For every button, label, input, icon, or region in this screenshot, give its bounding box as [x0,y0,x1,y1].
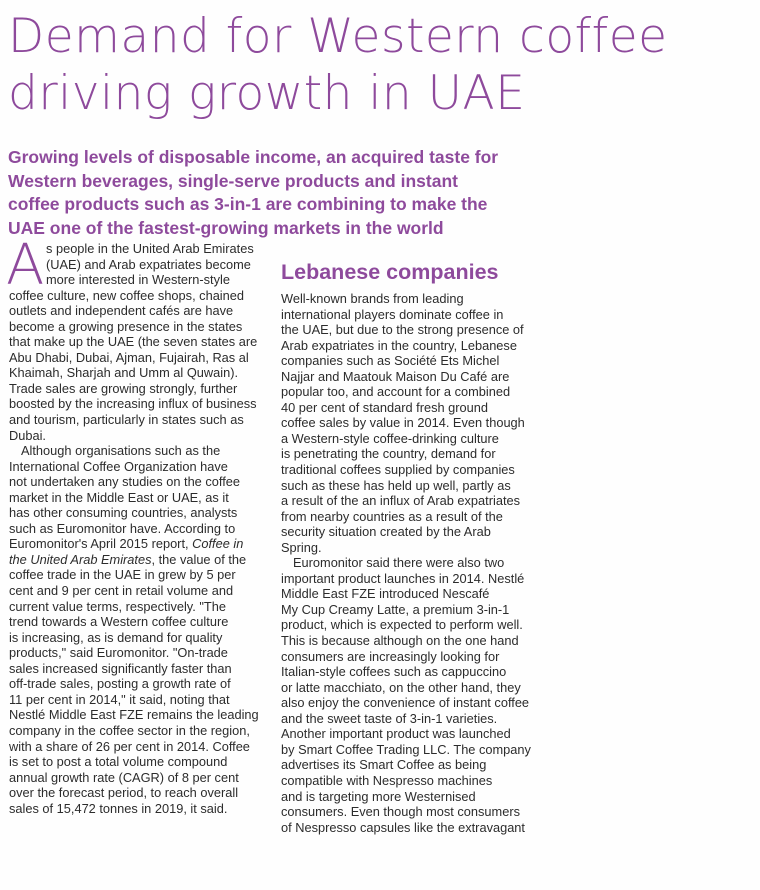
text-segment: Euromonitor's April 2015 report, [9,536,193,552]
headline-line: driving growth in UAE [8,66,526,121]
text-line: annual growth rate (CAGR) of 8 per cent [9,769,239,785]
headline-line: Demand for Western coffee [8,9,668,64]
text-line: from nearby countries as a result of the [281,508,503,524]
text-line: International Coffee Organization have [9,458,228,474]
text-line: Well-known brands from leading [281,291,464,306]
text-segment: , the value of the [151,551,247,567]
text-line: consumers are increasingly looking for [281,648,500,664]
text-line: 11 per cent in 2014," it said, noting that [9,691,230,707]
text-line [9,536,271,552]
text-line: s people in the United Arab Emirates [46,241,254,256]
text-line: This is because although on the one hand [281,633,519,649]
text-line: traditional coffees supplied by companies [281,462,515,478]
text-line: or latte macchiato, on the other hand, they [281,679,521,695]
text-line: Italian-style coffees such as cappuccino [281,664,507,680]
text-line: boosted by the increasing influx of business [9,396,257,412]
text-line: important product launches in 2014. Nestlé [281,570,525,586]
text-line: Spring. [281,539,322,555]
text-line: a Western-style coffee-drinking culture [281,430,499,446]
text-line: coffee sales by value in 2014. Even though [281,415,525,431]
text-line: 40 per cent of standard fresh ground [281,399,489,415]
text-line: not undertaken any studies on the coffee [9,474,240,490]
text-line: popular too, and account for a combined [281,384,511,400]
text-line: consumers. Even though most consumers [281,804,520,820]
article-column-left [9,241,271,816]
report-title-italic: Coffee in [192,536,244,552]
text-line: company in the coffee sector in the region, [9,722,250,738]
text-line: become a growing presence in the states [9,318,243,334]
text-line: by Smart Coffee Trading LLC. The company [281,741,531,757]
text-line: Khaimah, Sharjah and Umm al Quwain). [9,365,239,381]
text-line: Euromonitor said there were also two [293,555,505,571]
text-line: Dubai. [9,427,46,443]
text-line: Another important product was launched [281,726,511,742]
text-line: product, which is expected to perform well. [281,617,523,633]
text-line: Trade sales are growing strongly, further [9,380,238,396]
text-line: cent and 9 per cent in retail volume and [9,583,234,599]
headline [8,8,758,122]
text-line: products," said Euromonitor. "On-trade [9,645,228,661]
text-line: off-trade sales, posting a growth rate of [9,676,231,692]
text-line: My Cup Creamy Latte, a premium 3-in-1 [281,601,510,617]
text-line: of Nespresso capsules like the extravagant [281,819,525,835]
text-line: is increasing, as is demand for quality [9,629,223,645]
text-line: more interested in Western-style [46,272,230,288]
text-line: sales increased significantly faster than [9,660,232,676]
text-line: outlets and independent cafés are have [9,303,234,319]
text-line: and tourism, particularly in states such as [9,412,244,428]
report-title-italic: the United Arab Emirates [9,551,152,567]
text-line: over the forecast period, to reach overall [9,785,239,801]
drop-cap: A [6,233,45,298]
text-line: such as Euromonitor have. According to [9,520,236,536]
text-line: Arab expatriates in the country, Lebanese [281,337,517,353]
text-line [9,552,271,568]
standfirst-line: Western beverages, single-serve products and instant [8,170,458,191]
text-line: coffee trade in the UAE in grew by 5 per [9,567,236,583]
text-line: has other consuming countries, analysts [9,505,238,521]
text-line: market in the Middle East or UAE, as it [9,489,229,505]
text-line: sales of 15,472 tonnes in 2019, it said. [9,800,228,816]
text-line: coffee culture, new coffee shops, chained [9,287,245,303]
standfirst-line: coffee products such as 3-in-1 are combining to make the [8,194,488,214]
text-line: Najjar and Maatouk Maison Du Café are [281,368,510,384]
text-line: is set to post a total volume compound [9,754,228,770]
text-line: also enjoy the convenience of instant coffee [281,695,530,711]
text-line: (UAE) and Arab expatriates become [46,256,251,272]
text-line: and the sweet taste of 3-in-1 varieties. [281,710,498,726]
text-line: current value terms, respectively. "The [9,598,226,614]
text-line: such as these has held up well, partly as [281,477,511,493]
text-line: trend towards a Western coffee culture [9,614,229,630]
article-column-right [281,291,541,835]
text-line: with a share of 26 per cent in 2014. Coffee [9,738,250,754]
standfirst-line: Growing levels of disposable income, an acquired taste for [8,147,499,167]
text-line: Abu Dhabi, Dubai, Ajman, Fujairah, Ras al [9,349,249,365]
text-line: compatible with Nespresso machines [281,772,493,788]
text-line: international players dominate coffee in [281,306,504,322]
text-line: that make up the UAE (the seven states are [9,334,258,350]
text-line: companies such as Société Ets Michel [281,353,500,369]
text-line: the UAE, but due to the strong presence of [281,322,524,338]
standfirst [8,146,753,240]
standfirst-line: UAE one of the fastest-growing markets in the world [8,217,444,238]
section-subheading: Lebanese companies [281,260,499,284]
text-line: and is targeting more Westernised [281,788,476,804]
text-line: Middle East FZE introduced Nescafé [281,586,490,602]
text-line: is penetrating the country, demand for [281,446,496,462]
text-line: Nestlé Middle East FZE remains the leading [9,707,259,723]
text-line: security situation created by the Arab [281,524,491,540]
text-line: advertises its Smart Coffee as being [281,757,487,773]
text-line: a result of the an influx of Arab expatriates [281,493,521,509]
text-line: Although organisations such as the [21,443,221,459]
